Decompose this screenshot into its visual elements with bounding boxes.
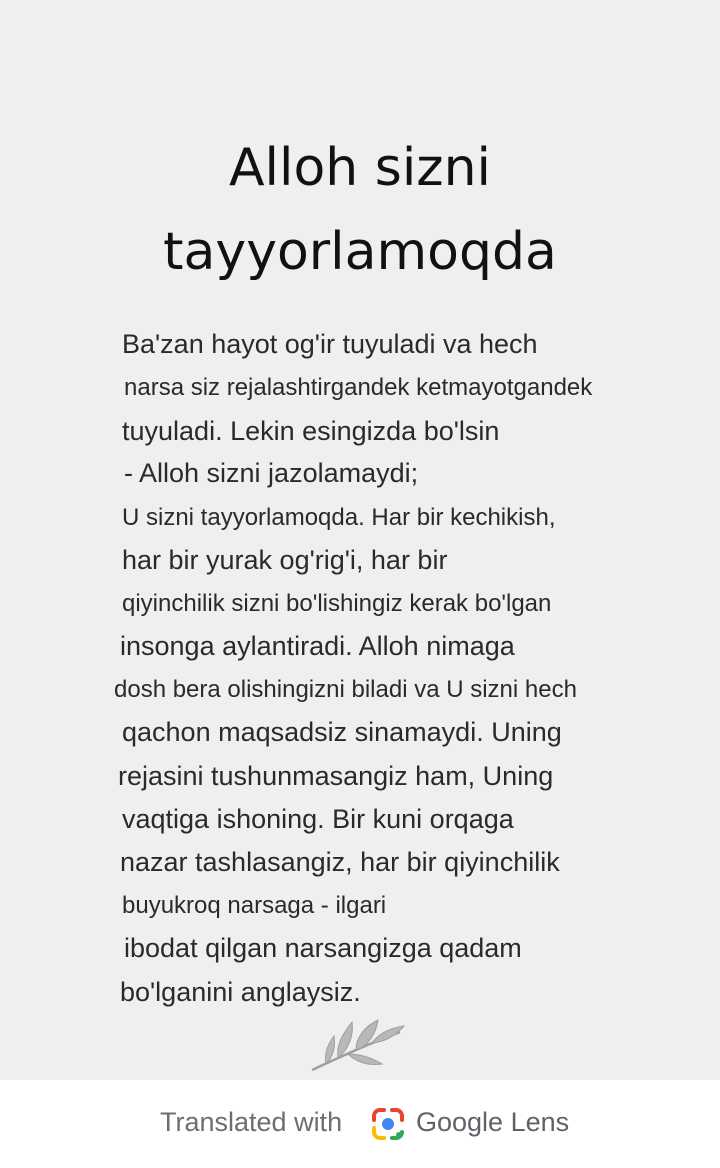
body-line-8: insonga aylantiradi. Alloh nimaga (120, 631, 515, 661)
body-line-16: bo'lganini anglaysiz. (120, 977, 361, 1007)
body-line-6: har bir yurak og'rig'i, har bir (122, 545, 448, 575)
body-line-2: narsa siz rejalashtirgandek ketmayotgandek (124, 374, 593, 401)
card-title-line-2: tayyorlamoqda (163, 222, 557, 282)
translated-with-label: Translated with (160, 1107, 343, 1137)
card-title-line-1: Alloh sizni (228, 138, 491, 198)
translation-footer (0, 1080, 720, 1168)
body-line-4: - Alloh sizni jazolamaydi; (124, 458, 419, 488)
google-lens-brand: Google Lens (416, 1107, 570, 1137)
body-line-3: tuyuladi. Lekin esingizda bo'lsin (122, 416, 500, 446)
body-line-9: dosh bera olishingizni biladi va U sizni hech (114, 676, 577, 703)
body-line-10: qachon maqsadsiz sinamaydi. Uning (122, 717, 562, 747)
body-line-7: qiyinchilik sizni bo'lishingiz kerak bo'lgan (122, 590, 552, 617)
body-line-15: ibodat qilgan narsangizga qadam (124, 933, 522, 963)
google-lens-icon[interactable] (370, 1106, 406, 1142)
body-line-1: Ba'zan hayot og'ir tuyuladi va hech (122, 329, 538, 359)
body-line-14: buyukroq narsaga - ilgari (122, 892, 387, 919)
leaf-branch-icon (308, 1014, 408, 1074)
body-line-12: vaqtiga ishoning. Bir kuni orqaga (122, 804, 514, 834)
body-line-13: nazar tashlasangiz, har bir qiyinchilik (120, 847, 560, 877)
body-line-11: rejasini tushunmasangiz ham, Uning (118, 761, 554, 791)
body-line-5: U sizni tayyorlamoqda. Har bir kechikish, (122, 504, 556, 531)
